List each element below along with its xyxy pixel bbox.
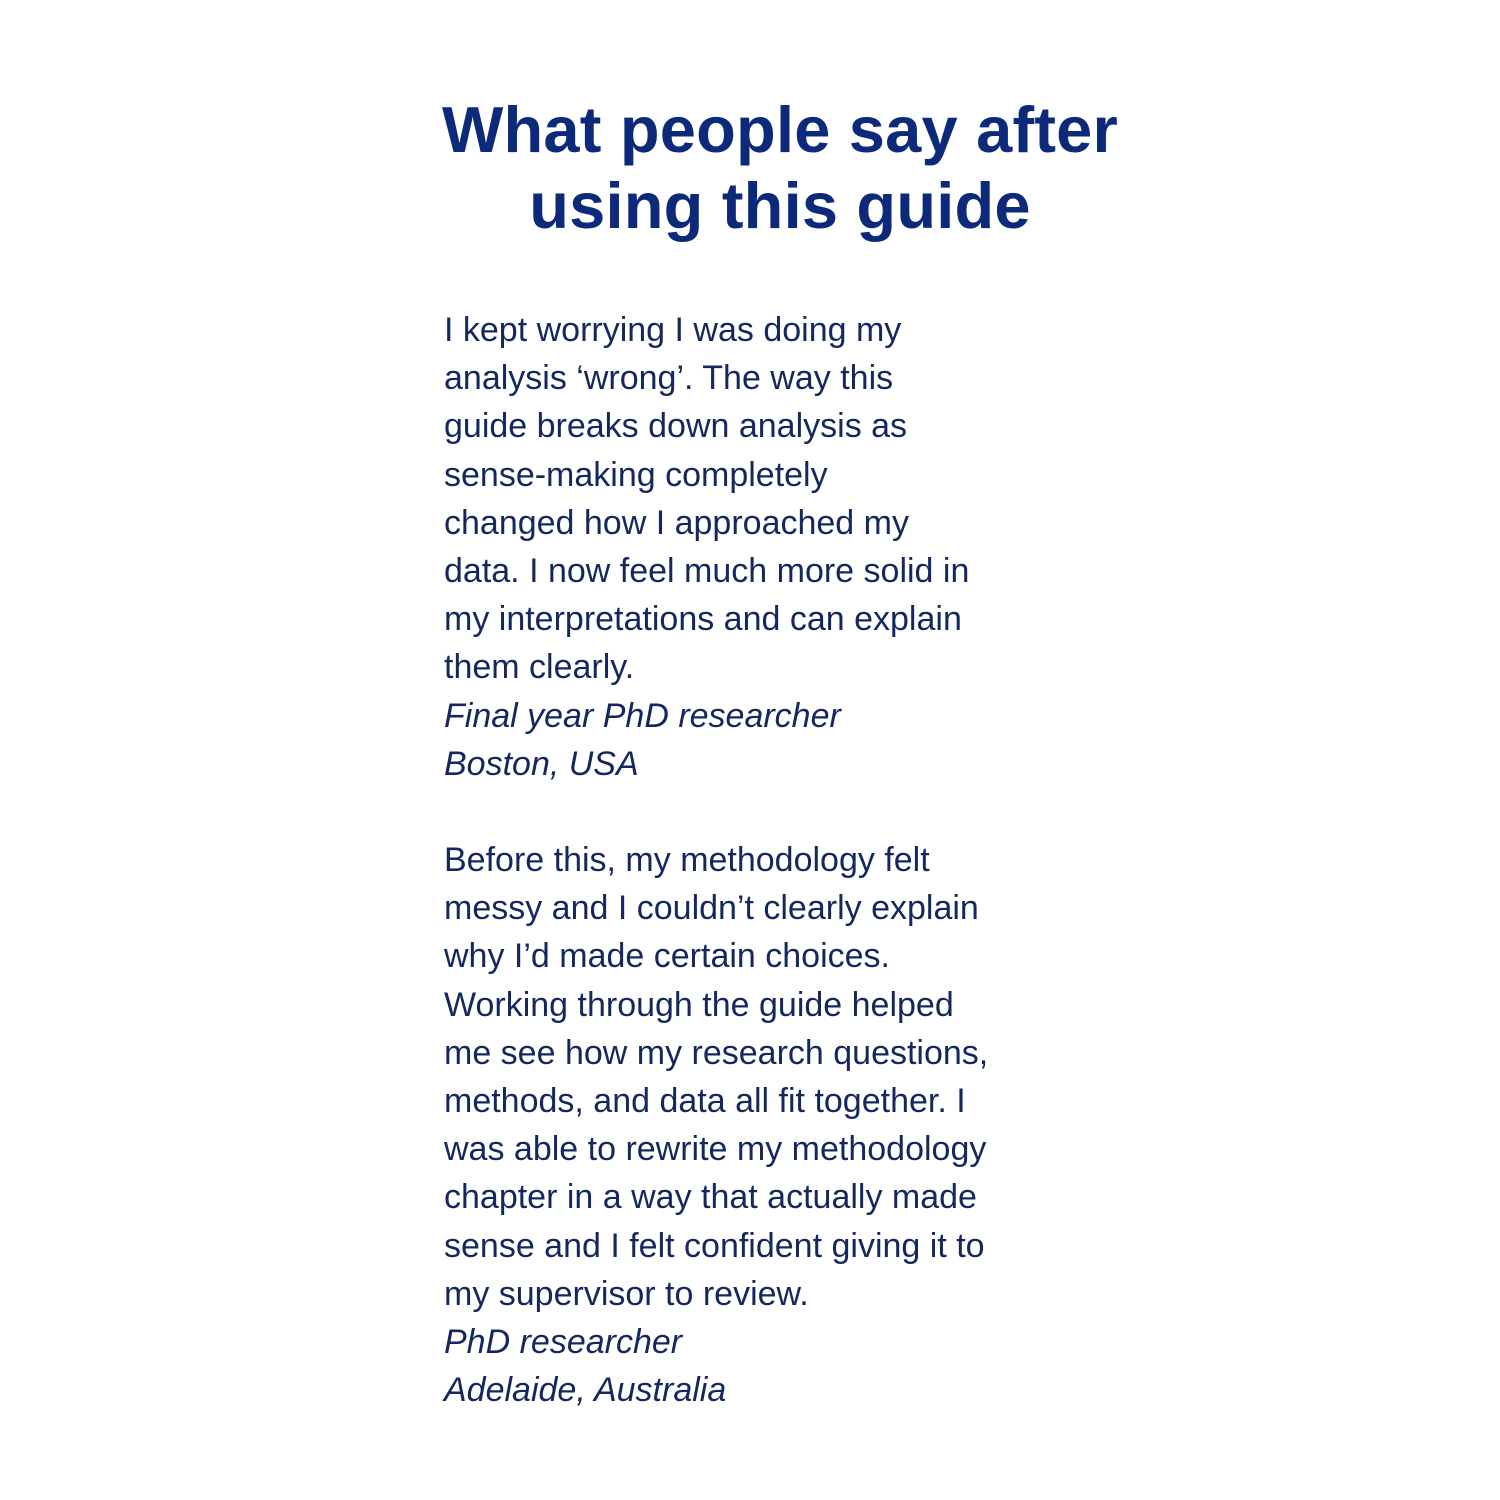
page-title-line: What people say after xyxy=(441,93,1119,166)
quote-line: data. I now feel much more solid in xyxy=(444,552,970,591)
page-title-line: using this guide xyxy=(529,169,1031,242)
quote-line: chapter in a way that actually made xyxy=(444,1178,977,1217)
quote-line: why I’d made certain choices. xyxy=(444,937,890,976)
quote-line: sense-making completely xyxy=(444,455,828,494)
testimonial-quote xyxy=(444,306,1124,692)
quote-line: messy and I couldn’t clearly explain xyxy=(444,889,979,928)
testimonial-role: Final year PhD researcher xyxy=(444,696,841,735)
quote-line: guide breaks down analysis as xyxy=(444,407,908,446)
testimonial-quote xyxy=(444,836,1124,1318)
quote-line: sense and I felt confident giving it to xyxy=(444,1226,985,1265)
quote-line: I kept worrying I was doing my xyxy=(444,311,902,349)
testimonial-location: Boston, USA xyxy=(444,744,639,783)
page-title xyxy=(0,92,1500,244)
quote-line: methods, and data all fit together. I xyxy=(444,1082,966,1121)
quote-line: them clearly. xyxy=(444,648,635,687)
testimonial-2 xyxy=(444,836,1124,1414)
quote-line: analysis ‘wrong’. The way this xyxy=(444,359,894,398)
quote-line: was able to rewrite my methodology xyxy=(444,1130,987,1169)
quote-line: Working through the guide helped xyxy=(444,985,954,1024)
quote-line: Before this, my methodology felt xyxy=(444,841,930,880)
testimonial-1 xyxy=(444,306,1124,788)
quote-line: my interpretations and can explain xyxy=(444,600,962,639)
testimonial-role: PhD researcher xyxy=(444,1323,683,1362)
testimonial-location: Adelaide, Australia xyxy=(444,1371,727,1410)
quote-line: my supervisor to review. xyxy=(444,1274,809,1313)
quote-line: me see how my research questions, xyxy=(444,1033,989,1072)
testimonial-list xyxy=(444,306,1124,1462)
quote-line: changed how I approached my xyxy=(444,503,909,542)
